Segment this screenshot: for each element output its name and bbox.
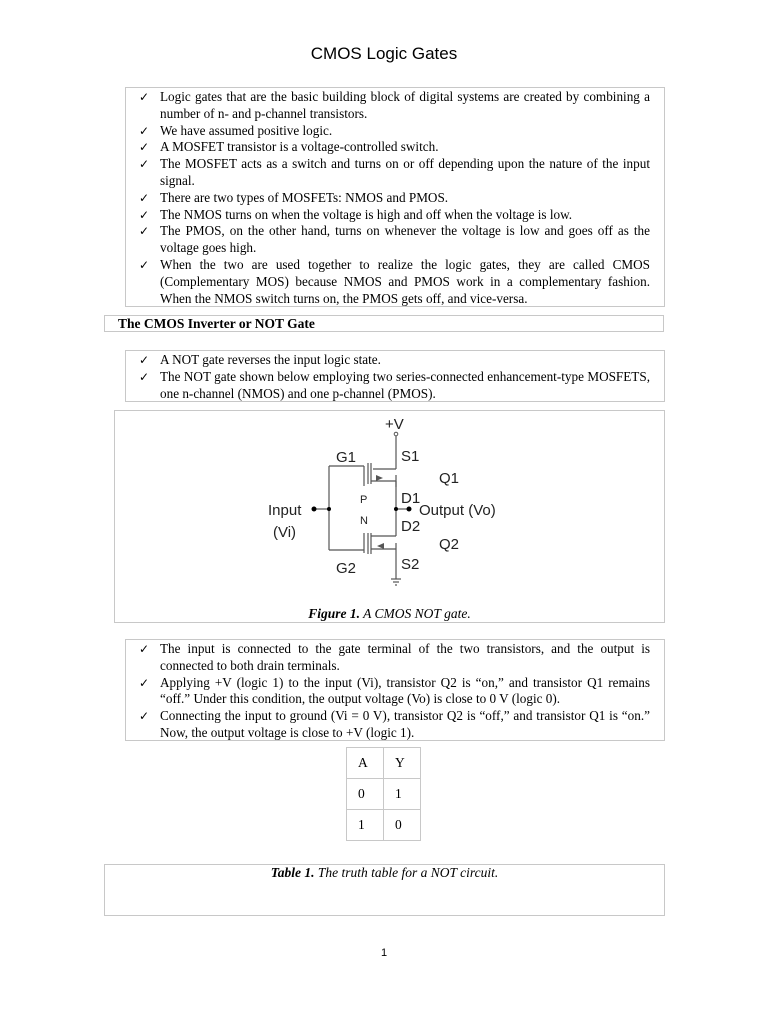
section-heading: The CMOS Inverter or NOT Gate <box>104 315 664 332</box>
label-d2: D2 <box>401 518 421 535</box>
list-item: ✓ Connecting the input to ground (Vi = 0 V), transistor Q2 is “off,” and transistor Q1 is “on.” Now, the output voltage is close to +V (logic 1). <box>139 708 650 740</box>
page-title: CMOS Logic Gates <box>310 44 458 63</box>
cmos-not-gate-diagram <box>115 411 666 624</box>
not-gate-bullets-box <box>125 350 665 402</box>
table-row <box>347 810 421 841</box>
intro-bullets-box <box>125 87 665 307</box>
table-cell: 0 <box>347 779 384 810</box>
check-icon: ✓ <box>139 207 150 222</box>
table-caption-box <box>104 864 665 916</box>
check-icon: ✓ <box>139 140 150 155</box>
not-gate-bullet-list <box>126 352 664 402</box>
list-item: ✓ We have assumed positive logic. <box>139 122 333 138</box>
list-item: ✓ Logic gates that are the basic building block of digital systems are created by combining a number of n- and p-channel transistors. <box>139 89 650 121</box>
operation-bullets-box <box>125 639 665 741</box>
list-item: ✓ When the two are used together to realize the logic gates, they are called CMOS (Complementary MOS) because NMOS and PMOS work in a complementary fashion. When the NMOS switch turns on, the PMOS gets off, and vice-versa. <box>139 256 650 306</box>
table-header-row <box>347 748 421 779</box>
label-q1: Q1 <box>439 470 460 487</box>
label-n: N <box>360 515 368 527</box>
table-cell: 0 <box>384 810 421 841</box>
list-item: ✓ The NOT gate shown below employing two series-connected enhancement-type MOSFETS, one n-channel (NMOS) and one p-channel (PMOS). <box>139 368 650 401</box>
intro-bullet-list <box>126 89 664 307</box>
label-output: Output (Vo) <box>419 502 496 519</box>
label-q2: Q2 <box>439 536 460 553</box>
operation-bullet-list <box>126 641 664 742</box>
list-item: ✓ A NOT gate reverses the input logic state. <box>139 352 381 367</box>
list-item: ✓ The MOSFET acts as a switch and turns on or off depending upon the nature of the input signal. <box>139 156 650 188</box>
list-item: ✓ The input is connected to the gate terminal of the two transistors, and the output is connected to both drain terminals. <box>139 641 650 673</box>
list-item: ✓ The PMOS, on the other hand, turns on whenever the voltage is low and goes off as the voltage goes high. <box>139 223 650 256</box>
check-icon: ✓ <box>139 642 150 656</box>
check-icon: ✓ <box>139 90 150 104</box>
label-d1: D1 <box>401 490 421 507</box>
list-item: ✓ A MOSFET transistor is a voltage-controlled switch. <box>139 139 439 155</box>
check-icon: ✓ <box>139 709 150 724</box>
check-icon: ✓ <box>139 157 150 172</box>
table-cell: 1 <box>384 779 421 810</box>
label-p: P <box>360 494 368 506</box>
label-supply: +V <box>385 416 404 433</box>
list-item: ✓ Applying +V (logic 1) to the input (Vi), transistor Q2 is “on,” and transistor Q1 remains “off.” Under this condition, the output voltage (Vo) is close to 0 V (logic 0). <box>139 674 650 707</box>
label-g2: G2 <box>336 560 357 577</box>
label-g1: G1 <box>336 449 357 466</box>
table-row <box>347 779 421 810</box>
table-header-cell: A <box>347 748 384 779</box>
label-s2: S2 <box>401 556 420 573</box>
figure-caption: Figure 1. A CMOS NOT gate. <box>308 606 471 621</box>
list-item: ✓ There are two types of MOSFETs: NMOS and PMOS. <box>139 189 449 205</box>
check-icon: ✓ <box>139 353 150 367</box>
check-icon: ✓ <box>139 123 150 138</box>
check-icon: ✓ <box>139 675 150 690</box>
list-item: ✓ The NMOS turns on when the voltage is high and off when the voltage is low. <box>139 206 573 222</box>
check-icon: ✓ <box>139 257 150 272</box>
label-vi: (Vi) <box>273 524 297 541</box>
label-input: Input <box>268 502 302 519</box>
table-caption: Table 1. The truth table for a NOT circuit. <box>270 865 499 880</box>
check-icon: ✓ <box>139 190 150 205</box>
label-s1: S1 <box>401 448 420 465</box>
page-number: 1 <box>380 947 388 959</box>
table-cell: 1 <box>347 810 384 841</box>
check-icon: ✓ <box>139 224 150 239</box>
table-header-cell: Y <box>384 748 421 779</box>
check-icon: ✓ <box>139 369 150 384</box>
truth-table <box>346 747 421 841</box>
figure-box <box>114 410 665 623</box>
